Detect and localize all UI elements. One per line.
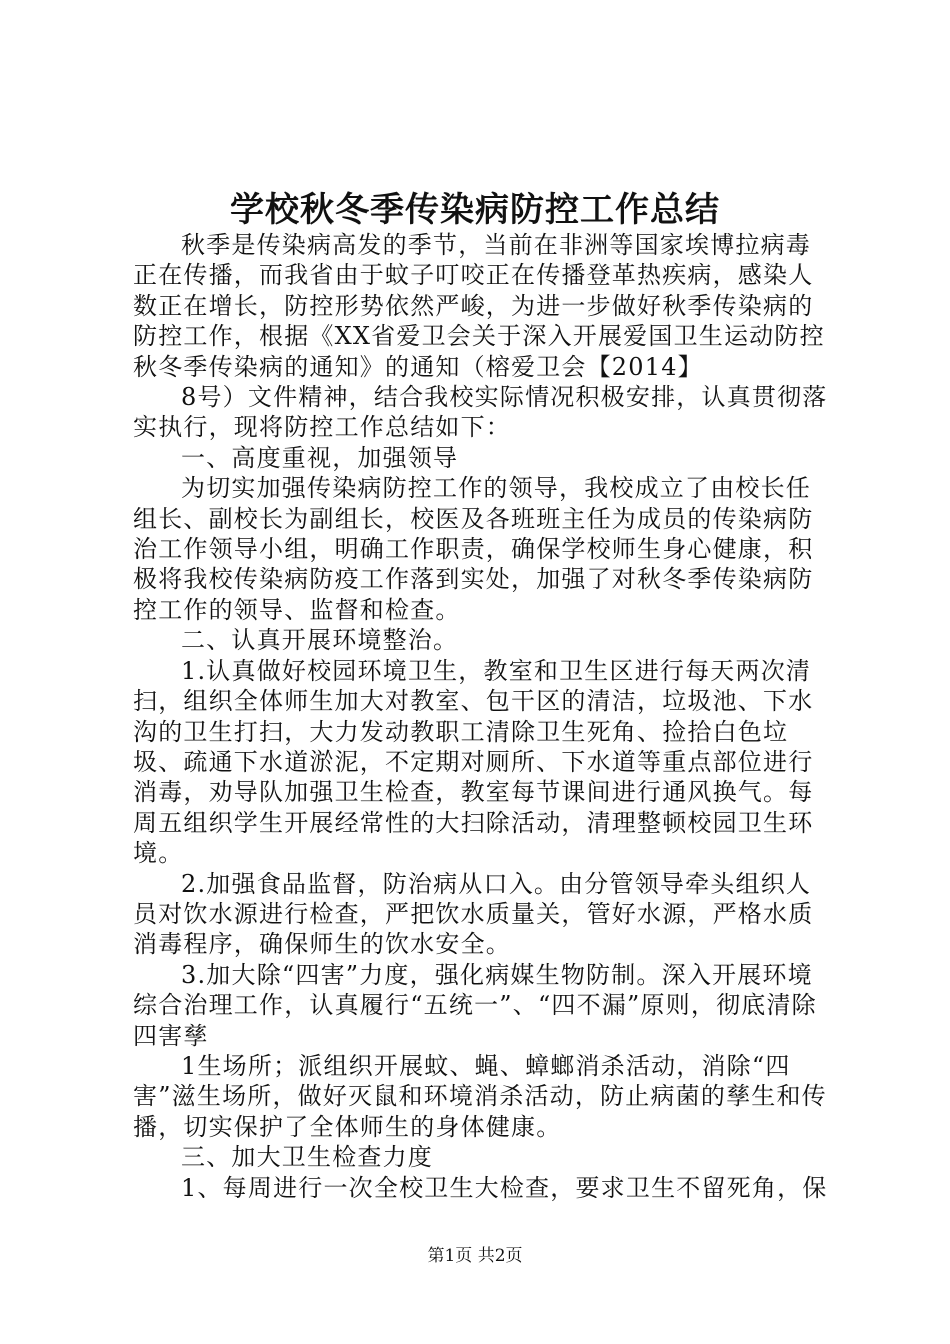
paragraph-intro-continued: 8号）文件精神，结合我校实际情况积极安排，认真贯彻落实执行，现将防控工作总结如下： (133, 383, 828, 442)
section-heading-2: 二、认真开展环境整治。 (181, 626, 459, 655)
paragraph-leadership: 为切实加强传染病防控工作的领导，我校成立了由校长任组长、副校长为副组长，校医及各班班主任为成员的传染病防治工作领导小组，明确工作职责，确保学校师生身心健康，积极将我校传染病防疫工作落到实处，加强了对秋冬季传染病防控工作的领导、监督和检查。 (133, 474, 814, 624)
paragraph-inspection-1: 1、每周进行一次全校卫生大检查，要求卫生不留死角，保 (181, 1173, 828, 1202)
page-footer: 第1页 共2页 (427, 1246, 523, 1266)
section-heading-3: 三、加大卫生检查力度 (181, 1143, 433, 1172)
paragraph-item-1: 1.认真做好校园环境卫生，教室和卫生区进行每天两次清扫，组织全体师生加大对教室、包干区的清洁，垃圾池、下水沟的卫生打扫，大力发动教职工清除卫生死角、捡拾白色垃圾、疏通下水道淤泥，不定期对厕所、下水道等重点部位进行消毒，劝导队加强卫生检查，教室每节课间进行通风换气。每周五组织学生开展经常性的大扫除活动，清理整顿校园卫生环境。 (133, 656, 814, 868)
paragraph-item-2: 2.加强食品监督，防治病从口入。由分管领导牵头组织人员对饮水源进行检查，严把饮水质量关，管好水源，严格水质消毒程序，确保师生的饮水安全。 (133, 869, 814, 959)
paragraph-item-3-continued: 1生场所；派组织开展蚊、蝇、蟑螂消杀活动，消除“四害”滋生场所，做好灭鼠和环境消杀活动，防止病菌的孳生和传播，切实保护了全体师生的身体健康。 (133, 1051, 827, 1141)
document-body (133, 230, 833, 1203)
section-heading-1: 一、高度重视，加强领导 (181, 443, 459, 472)
document-title: 学校秋冬季传染病防控工作总结 (230, 190, 720, 230)
paragraph-item-3: 3.加大除“四害”力度，强化病媒生物防制。深入开展环境综合治理工作，认真履行“五统一”、“四不漏”原则，彻底清除四害孳 (133, 960, 817, 1050)
paragraph-intro: 秋季是传染病高发的季节，当前在非洲等国家埃博拉病毒正在传播，而我省由于蚊子叮咬正在传播登革热疾病，感染人数正在增长，防控形势依然严峻，为进一步做好秋季传染病的防控工作，根据《XX省爱卫会关于深入开展爱国卫生运动防控秋冬季传染病的通知》的通知（榕爱卫会【2014】 (133, 231, 825, 381)
